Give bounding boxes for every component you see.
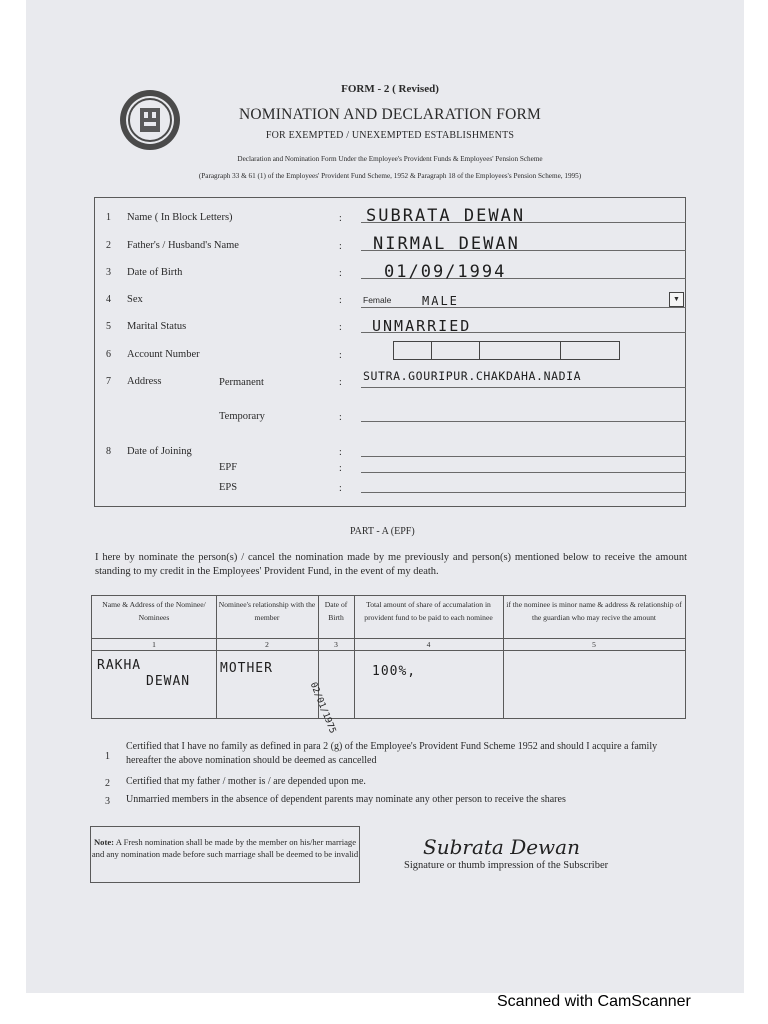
colon: :	[339, 213, 342, 224]
sex-option: Female	[363, 295, 392, 305]
part-a-heading: PART - A (EPF)	[350, 526, 415, 537]
row-number: 7	[106, 376, 111, 387]
certification-number: 3	[105, 796, 110, 807]
table-header: Nominee's relationship with the member	[218, 600, 316, 622]
certification-text: Certified that my father / mother is / are depended upon me.	[126, 776, 366, 787]
colon: :	[339, 350, 342, 361]
colon: :	[339, 463, 342, 474]
paragraph-reference: (Paragraph 33 & 61 (1) of the Employees' Provident Fund Scheme, 1952 & Paragraph 18 of the Employees's Pension Scheme, 1995)	[198, 172, 582, 180]
nominee-relationship: MOTHER	[220, 661, 273, 676]
account-number-box[interactable]	[393, 341, 432, 360]
nomination-statement: I here by nominate the person(s) / cancel the nomination made by me previously and person(s) mentioned below to receive the amount standing to my credit in the Employees' Provident Fund, in the event of my death.	[95, 552, 687, 577]
note-bold: Note:	[93, 837, 115, 847]
epf-joining-field[interactable]	[361, 472, 686, 473]
row-number: 1	[106, 212, 111, 223]
row-number: 6	[106, 349, 111, 360]
colon: :	[339, 412, 342, 423]
date-of-joining-field[interactable]	[361, 456, 686, 457]
form-title: NOMINATION AND DECLARATION FORM	[239, 106, 541, 123]
column-number: 4	[426, 640, 431, 649]
table-header: Name & Address of the Nominee/ Nominees	[102, 600, 206, 622]
address-label: Address	[127, 376, 162, 387]
sex-select[interactable]	[361, 293, 686, 308]
sex-value: MALE	[422, 294, 459, 308]
column-number: 2	[265, 640, 269, 649]
row-number: 8	[106, 446, 111, 457]
scanner-watermark: Scanned with CamScanner	[497, 993, 691, 1010]
colon: :	[339, 322, 342, 333]
form-subtitle: FOR EXEMPTED / UNEXEMPTED ESTABLISHMENTS	[265, 130, 515, 141]
epf-label: EPF	[219, 462, 238, 473]
eps-label: EPS	[219, 482, 238, 493]
temporary-address-field[interactable]	[361, 421, 686, 422]
subscriber-signature: Subrata Dewan	[423, 835, 580, 859]
row-number: 3	[106, 267, 111, 278]
colon: :	[339, 295, 342, 306]
sex-label: Sex	[127, 294, 143, 305]
temporary-address-label: Temporary	[219, 411, 265, 422]
permanent-address-value: SUTRA.GOURIPUR.CHAKDAHA.NADIA	[363, 369, 582, 383]
note-box	[90, 826, 360, 883]
nominee-name: DEWAN	[146, 674, 191, 689]
marital-status-label: Marital Status	[127, 321, 187, 332]
table-header: Total amount of share of accumalation in provident fund to be paid to each nominee	[364, 600, 493, 622]
marital-status-value: UNMARRIED	[372, 317, 472, 335]
colon: :	[339, 268, 342, 279]
column-number: 1	[152, 640, 156, 649]
colon: :	[339, 447, 342, 458]
table-header: if the nominee is minor name & address & relationship of the guardian who may recive the amount	[506, 600, 682, 622]
account-number-box[interactable]	[431, 341, 480, 360]
name-label: Name ( In Block Letters)	[127, 212, 233, 223]
column-number: 5	[592, 640, 596, 649]
dob-value: 01/09/1994	[384, 262, 507, 282]
dob-label: Date of Birth	[127, 267, 183, 278]
row-number: 5	[106, 321, 111, 332]
note-text: A Fresh nomination shall be made by the member on his/her marriage and any nomination made before such marriage shall be deemed to be invalid	[91, 837, 359, 859]
account-number-box[interactable]	[560, 341, 620, 360]
signature-label: Signature or thumb impression of the Subscriber	[404, 860, 609, 871]
chevron-down-icon[interactable]: ▼	[669, 292, 684, 307]
name-value: SUBRATA DEWAN	[366, 206, 526, 226]
permanent-address-label: Permanent	[219, 377, 264, 388]
colon: :	[339, 483, 342, 494]
father-name-label: Father's / Husband's Name	[127, 240, 239, 251]
colon: :	[339, 241, 342, 252]
father-name-value: NIRMAL DEWAN	[373, 234, 520, 254]
column-number: 3	[334, 640, 338, 649]
permanent-address-field[interactable]	[361, 387, 686, 388]
colon: :	[339, 377, 342, 388]
nominee-table	[91, 595, 686, 719]
date-of-joining-label: Date of Joining	[127, 446, 192, 457]
certification-number: 2	[105, 778, 110, 789]
nominee-name: RAKHA	[97, 658, 142, 673]
row-number: 2	[106, 240, 111, 251]
account-number-label: Account Number	[127, 349, 200, 360]
row-number: 4	[106, 294, 111, 305]
nominee-dob: 02/01/1975	[307, 681, 338, 735]
account-number-box[interactable]	[479, 341, 561, 360]
form-number: FORM - 2 ( Revised)	[341, 83, 439, 95]
nominee-share: 100%,	[372, 664, 417, 679]
eps-joining-field[interactable]	[361, 492, 686, 493]
declaration-line: Declaration and Nomination Form Under the Employee's Provident Funds & Employees' Pension Scheme	[237, 155, 543, 163]
table-header: Date of Birth	[324, 600, 348, 622]
certification-text: Certified that I have no family as defined in para 2 (g) of the Employee's Provident Fund Scheme 1952 and should I acquire a family hereafter the above nomination should be deemed as cancelled	[126, 741, 658, 766]
certification-text: Unmarried members in the absence of dependent parents may nominate any other person to receive the shares	[126, 794, 566, 805]
certification-number: 1	[105, 751, 110, 762]
